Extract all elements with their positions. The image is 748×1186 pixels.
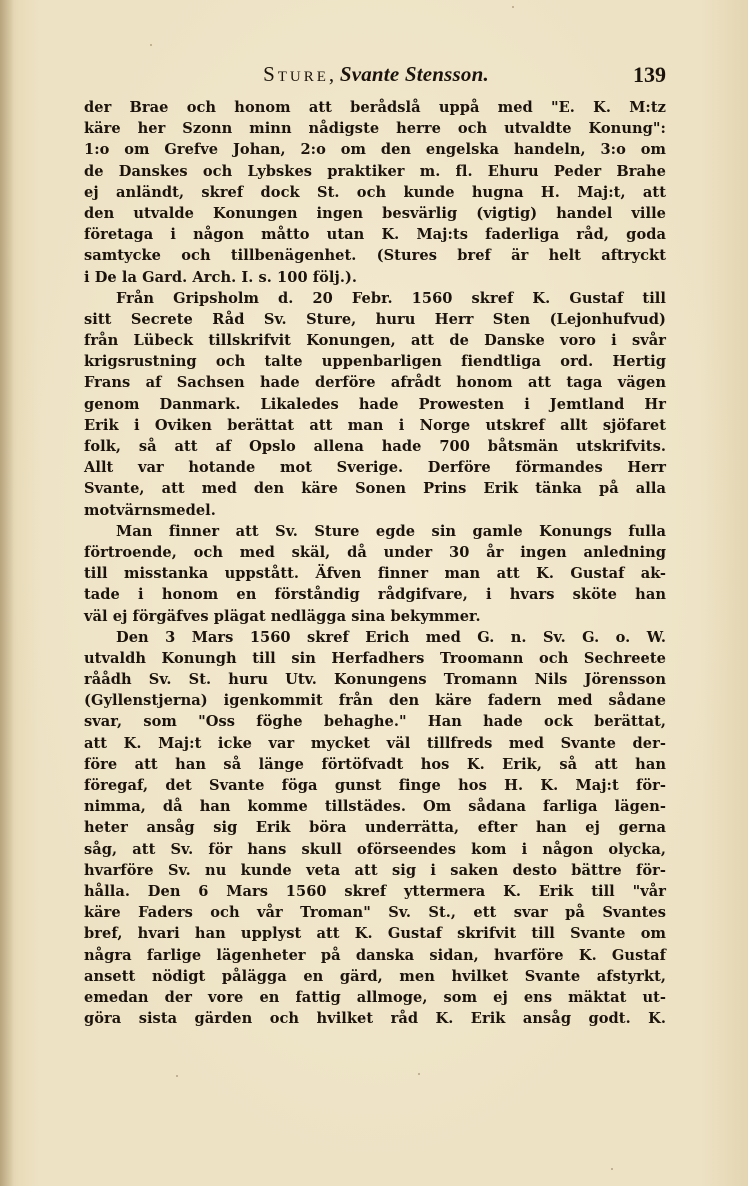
text-line: utvaldh Konungh till sin Herfadhers Troomann och Sechreete: [84, 649, 666, 667]
text-line: tade i honom en förståndig rådgifvare, i hvars sköte han: [84, 586, 666, 604]
text-line: genom Danmark. Likaledes hade Prowesten i Jemtland Hr: [84, 395, 666, 413]
text-line: de Danskes och Lybskes praktiker m. fl. Ehuru Peder Brahe: [84, 162, 666, 180]
text-line: Man finner att Sv. Sture egde sin gamle Konungs fulla: [116, 522, 666, 540]
text-line: till misstanka uppstått. Äfven finner man att K. Gustaf ak-: [84, 565, 666, 583]
text-line: ej anländt, skref dock St. och kunde hugna H. Maj:t, att: [84, 183, 666, 201]
running-head-name: Sture: [263, 62, 329, 86]
text-line: såg, att Sv. för hans skull oförseendes kom i någon olycka,: [84, 840, 666, 858]
text-line: hvarföre Sv. nu kunde veta att sig i saken desto bättre för-: [84, 861, 666, 879]
page-number: 139: [633, 62, 666, 87]
text-line: emedan der vore en fattig allmoge, som ej ens mäktat ut-: [84, 988, 666, 1006]
text-line: råådh Sv. St. huru Utv. Konungens Tromann Nils Jörensson: [84, 671, 666, 689]
text-line: folk, så att af Opslo allena hade 700 båtsmän utskrifvits.: [84, 438, 666, 455]
text-line: att K. Maj:t icke var mycket väl tillfreds med Svante der-: [84, 734, 666, 752]
paper-speck: [512, 6, 514, 8]
text-line: Allt var hotande mot Sverige. Derföre förmandes Herr: [84, 459, 666, 477]
text-line: föregaf, det Svante föga gunst finge hos H. K. Maj:t för-: [84, 777, 666, 794]
text-line: före att han så länge förtöfvadt hos K. Erik, så att han: [84, 755, 666, 773]
page-header: [86, 62, 666, 92]
text-line: motvärnsmedel.: [84, 501, 216, 519]
paper-speck: [176, 1075, 178, 1077]
text-line: 1:o om Grefve Johan, 2:o om den engelska handeln, 3:o om: [84, 141, 666, 159]
text-line: käre Faders och vår Troman" Sv. St., ett svar på Svantes: [84, 904, 666, 922]
text-line: från Lübeck tillskrifvit Konungen, att de Danske voro i svår: [84, 332, 666, 350]
running-head-separator: ,: [328, 62, 335, 86]
body-text: [84, 97, 666, 1029]
gutter-shadow: [0, 0, 14, 1186]
text-line: Från Gripsholm d. 20 Febr. 1560 skref K. Gustaf till: [116, 289, 666, 307]
text-line: väl ej förgäfves plägat nedlägga sina bekymmer.: [84, 607, 481, 625]
text-line: heter ansåg sig Erik böra underrätta, efter han ej gerna: [84, 819, 666, 837]
text-line: sitt Secrete Råd Sv. Sture, huru Herr Sten (Lejonhufvud): [84, 310, 666, 328]
text-line: ansett nödigt pålägga en gärd, men hvilket Svante afstyrkt,: [84, 967, 666, 985]
text-line: krigsrustning och talte uppenbarligen fiendtliga ord. Hertig: [84, 353, 666, 371]
text-line: den utvalde Konungen ingen besvärlig (vigtig) handel ville: [84, 204, 666, 222]
paper-speck: [150, 44, 152, 46]
text-line: hålla. Den 6 Mars 1560 skref yttermera K. Erik till "vår: [84, 882, 666, 900]
text-line: nimma, då han komme tillstädes. Om sådana farliga lägen-: [84, 798, 666, 816]
running-head: [86, 62, 666, 87]
text-line: svar, som "Oss föghe behaghe." Han hade ock berättat,: [84, 713, 666, 731]
text-line: Frans af Sachsen hade derföre afrådt honom att taga vägen: [84, 374, 666, 392]
text-line: göra sista gärden och hvilket råd K. Erik ansåg godt. K.: [84, 1010, 666, 1028]
text-line: förtroende, och med skäl, då under 30 år ingen anledning: [84, 543, 666, 561]
text-line: Erik i Oviken berättat att man i Norge utskref allt sjöfaret: [84, 416, 666, 434]
paper-speck: [611, 1168, 613, 1170]
text-line: der Brae och honom att berådslå uppå med "E. K. M:tz: [84, 99, 666, 116]
text-line: företaga i någon måtto utan K. Maj:ts faderliga råd, goda: [84, 226, 666, 244]
text-line: bref, hvari han upplyst att K. Gustaf skrifvit till Svante om: [84, 925, 666, 943]
text-line: käre her Szonn minn nådigste herre och utvaldte Konung":: [84, 120, 666, 138]
paper-speck: [418, 1073, 420, 1075]
text-line: några farlige lägenheter på danska sidan, hvarföre K. Gustaf: [84, 946, 666, 964]
text-line: Svante, att med den käre Sonen Prins Erik tänka på alla: [84, 480, 666, 498]
text-line: Den 3 Mars 1560 skref Erich med G. n. Sv. G. o. W.: [116, 628, 666, 646]
text-line: (Gyllenstjerna) igenkommit från den käre fadern med sådane: [84, 692, 666, 710]
running-head-subject: Svante Stensson.: [339, 62, 489, 86]
text-line: samtycke och tillbenägenhet. (Stures bref är helt aftryckt: [84, 247, 666, 265]
text-line: i De la Gard. Arch. I. s. 100 följ.).: [84, 268, 358, 286]
